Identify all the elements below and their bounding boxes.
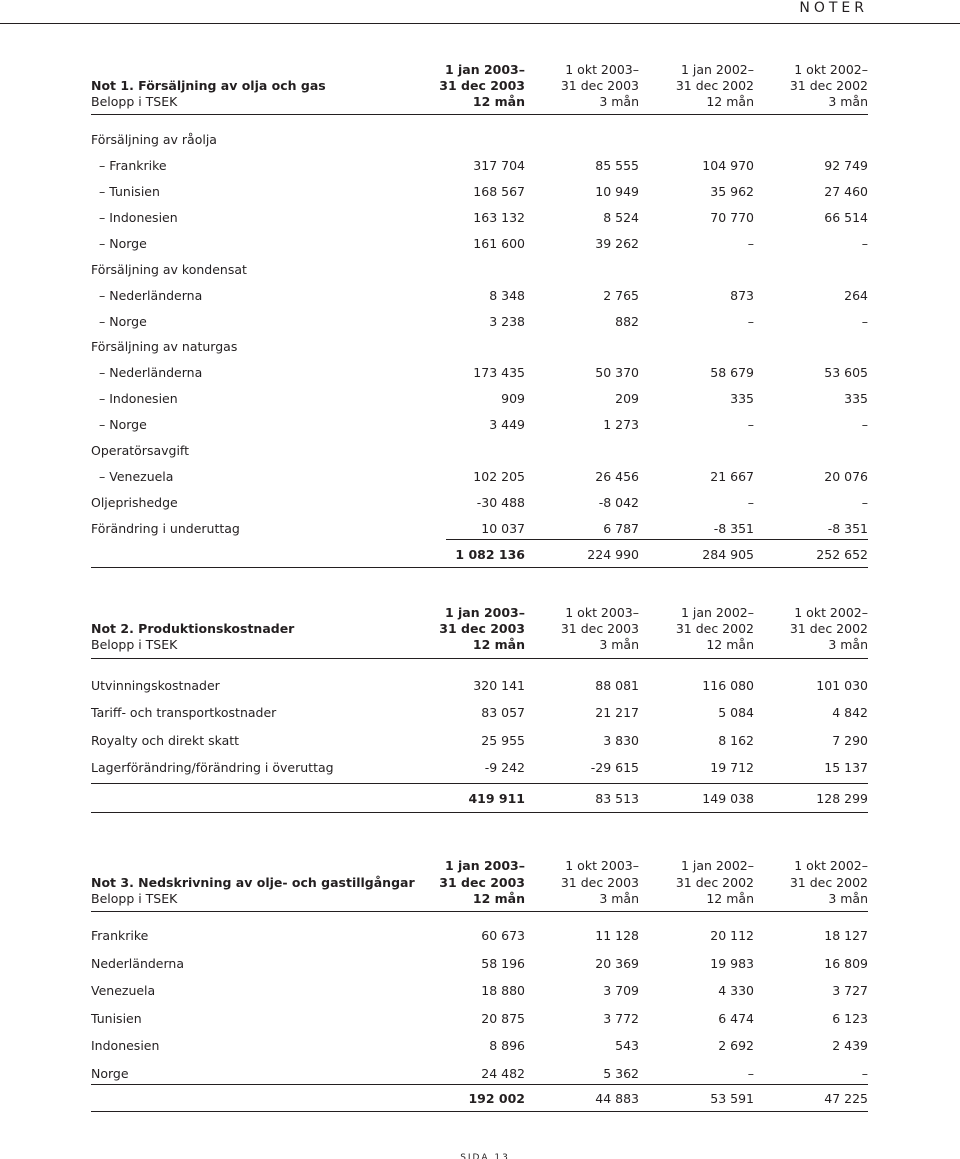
cell: 8 896 bbox=[489, 1038, 525, 1053]
row-label: – Nederländerna bbox=[99, 365, 203, 380]
cell: 58 196 bbox=[481, 956, 525, 971]
table-row bbox=[91, 1037, 868, 1054]
row-label: Operatörsavgift bbox=[91, 443, 190, 458]
note-subtitle: Belopp i TSEK bbox=[91, 891, 178, 906]
cell: 161 600 bbox=[473, 236, 525, 251]
cell: 2 692 bbox=[718, 1038, 754, 1053]
cell: 116 080 bbox=[702, 678, 754, 693]
cell: 88 081 bbox=[595, 678, 639, 693]
row-label: Frankrike bbox=[91, 928, 149, 943]
row-label: Försäljning av naturgas bbox=[91, 339, 238, 354]
category-heading bbox=[91, 442, 868, 459]
row-label: – Indonesien bbox=[99, 391, 178, 406]
total-rule bbox=[91, 783, 868, 784]
col4-duration: 3 mån bbox=[828, 94, 868, 109]
col1-period-end: 31 dec 2003 bbox=[439, 621, 525, 636]
cell: 27 460 bbox=[824, 184, 868, 199]
cell: 18 880 bbox=[481, 983, 525, 998]
total-row bbox=[91, 546, 868, 563]
total-cell: 419 911 bbox=[468, 791, 525, 806]
col1-period-start: 1 jan 2003– bbox=[444, 605, 525, 620]
table-row bbox=[91, 1065, 868, 1082]
col4-period-end: 31 dec 2002 bbox=[789, 621, 868, 636]
cell: 6 474 bbox=[718, 1011, 754, 1026]
cell: 6 123 bbox=[832, 1011, 868, 1026]
cell: -30 488 bbox=[476, 495, 525, 510]
cell: 882 bbox=[615, 314, 639, 329]
row-label: Försäljning av råolja bbox=[91, 132, 217, 147]
cell: 10 949 bbox=[595, 184, 639, 199]
cell: 21 217 bbox=[595, 705, 639, 720]
col4-duration: 3 mån bbox=[828, 637, 868, 652]
row-label: – Norge bbox=[99, 417, 147, 432]
column-header-line-2 bbox=[91, 874, 868, 891]
cell: 39 262 bbox=[595, 236, 639, 251]
total-cell: 192 002 bbox=[468, 1091, 525, 1106]
cell: – bbox=[747, 495, 754, 510]
col1-duration: 12 mån bbox=[472, 637, 525, 652]
col2-duration: 3 mån bbox=[599, 637, 639, 652]
cell: 104 970 bbox=[702, 158, 754, 173]
cell: 3 830 bbox=[603, 733, 639, 748]
cell: – bbox=[861, 1066, 868, 1081]
col1-duration: 12 mån bbox=[472, 94, 525, 109]
col4-period-end: 31 dec 2002 bbox=[789, 875, 868, 890]
cell: 15 137 bbox=[824, 760, 868, 775]
cell: – bbox=[747, 1066, 754, 1081]
cell: 83 057 bbox=[481, 705, 525, 720]
cell: 58 679 bbox=[710, 365, 754, 380]
total-cell: 53 591 bbox=[710, 1091, 754, 1106]
row-label: – Norge bbox=[99, 236, 147, 251]
cell: 24 482 bbox=[481, 1066, 525, 1081]
col2-period-start: 1 okt 2003– bbox=[565, 858, 639, 873]
col4-period-start: 1 okt 2002– bbox=[794, 605, 868, 620]
table-row bbox=[91, 982, 868, 999]
cell: 20 369 bbox=[595, 956, 639, 971]
row-label: Tunisien bbox=[91, 1011, 142, 1026]
cell: 4 842 bbox=[832, 705, 868, 720]
total-cell: 44 883 bbox=[595, 1091, 639, 1106]
cell: 3 727 bbox=[832, 983, 868, 998]
cell: 3 449 bbox=[489, 417, 525, 432]
total-cell: 83 513 bbox=[595, 791, 639, 806]
cell: 18 127 bbox=[824, 928, 868, 943]
table-row bbox=[91, 955, 868, 972]
row-label: Norge bbox=[91, 1066, 129, 1081]
cell: -29 615 bbox=[590, 760, 639, 775]
cell: 909 bbox=[501, 391, 525, 406]
cell: 16 809 bbox=[824, 956, 868, 971]
cell: 25 955 bbox=[481, 733, 525, 748]
col2-period-end: 31 dec 2003 bbox=[560, 621, 639, 636]
col3-period-start: 1 jan 2002– bbox=[680, 858, 754, 873]
table-row bbox=[91, 494, 868, 511]
column-header-line-3 bbox=[91, 890, 868, 907]
cell: -8 351 bbox=[713, 521, 754, 536]
cell: 8 348 bbox=[489, 288, 525, 303]
cell: 26 456 bbox=[595, 469, 639, 484]
bottom-rule bbox=[91, 812, 868, 813]
row-label: – Frankrike bbox=[99, 158, 167, 173]
page-number: SIDA 13 bbox=[460, 1153, 510, 1159]
cell: – bbox=[861, 314, 868, 329]
col2-duration: 3 mån bbox=[599, 94, 639, 109]
cell: 19 712 bbox=[710, 760, 754, 775]
bottom-rule bbox=[91, 567, 868, 568]
total-cell: 252 652 bbox=[816, 547, 868, 562]
row-label: Royalty och direkt skatt bbox=[91, 733, 240, 748]
col3-period-start: 1 jan 2002– bbox=[680, 605, 754, 620]
col2-period-end: 31 dec 2003 bbox=[560, 875, 639, 890]
row-label: – Nederländerna bbox=[99, 288, 203, 303]
cell: 2 765 bbox=[603, 288, 639, 303]
section-label: NOTER bbox=[799, 0, 868, 16]
cell: 264 bbox=[844, 288, 868, 303]
header-divider bbox=[91, 658, 868, 659]
note-title: Not 2. Produktionskostnader bbox=[91, 621, 295, 636]
table-row bbox=[91, 364, 868, 381]
col1-duration: 12 mån bbox=[472, 891, 525, 906]
cell: 1 273 bbox=[603, 417, 639, 432]
cell: 543 bbox=[615, 1038, 639, 1053]
cell: 320 141 bbox=[473, 678, 525, 693]
cell: – bbox=[747, 314, 754, 329]
total-rule bbox=[91, 1084, 868, 1085]
col4-duration: 3 mån bbox=[828, 891, 868, 906]
row-label: Venezuela bbox=[91, 983, 156, 998]
cell: 173 435 bbox=[473, 365, 525, 380]
row-label: Nederländerna bbox=[91, 956, 184, 971]
table-row bbox=[91, 927, 868, 944]
cell: 3 709 bbox=[603, 983, 639, 998]
cell: – bbox=[747, 417, 754, 432]
cell: 209 bbox=[615, 391, 639, 406]
cell: 6 787 bbox=[603, 521, 639, 536]
column-header-line-1 bbox=[91, 604, 868, 621]
column-header-line-2 bbox=[91, 77, 868, 94]
col4-period-end: 31 dec 2002 bbox=[789, 78, 868, 93]
cell: – bbox=[861, 495, 868, 510]
cell: 5 362 bbox=[603, 1066, 639, 1081]
total-cell: 149 038 bbox=[702, 791, 754, 806]
row-label: Förändring i underuttag bbox=[91, 521, 240, 536]
table-row bbox=[91, 759, 868, 776]
total-cell: 128 299 bbox=[816, 791, 868, 806]
col3-period-end: 31 dec 2002 bbox=[675, 78, 754, 93]
cell: 92 749 bbox=[824, 158, 868, 173]
cell: 10 037 bbox=[481, 521, 525, 536]
table-row bbox=[91, 520, 868, 537]
total-cell: 47 225 bbox=[824, 1091, 868, 1106]
table-row bbox=[91, 157, 868, 174]
category-heading bbox=[91, 261, 868, 278]
cell: -9 242 bbox=[484, 760, 525, 775]
table-row bbox=[91, 209, 868, 226]
row-label: – Tunisien bbox=[99, 184, 160, 199]
cell: 20 112 bbox=[710, 928, 754, 943]
table-row bbox=[91, 732, 868, 749]
cell: – bbox=[747, 236, 754, 251]
table-row bbox=[91, 677, 868, 694]
column-header-line-2 bbox=[91, 620, 868, 637]
col2-duration: 3 mån bbox=[599, 891, 639, 906]
cell: 317 704 bbox=[473, 158, 525, 173]
table-row bbox=[91, 704, 868, 721]
cell: 163 132 bbox=[473, 210, 525, 225]
note-subtitle: Belopp i TSEK bbox=[91, 637, 178, 652]
cell: 335 bbox=[730, 391, 754, 406]
cell: 335 bbox=[844, 391, 868, 406]
cell: -8 351 bbox=[827, 521, 868, 536]
cell: 8 162 bbox=[718, 733, 754, 748]
col3-period-end: 31 dec 2002 bbox=[675, 621, 754, 636]
cell: 53 605 bbox=[824, 365, 868, 380]
cell: 101 030 bbox=[816, 678, 868, 693]
row-label: Tariff- och transportkostnader bbox=[91, 705, 277, 720]
table-row bbox=[91, 287, 868, 304]
total-row bbox=[91, 1090, 868, 1107]
header-rule bbox=[0, 23, 960, 24]
row-label: – Indonesien bbox=[99, 210, 178, 225]
col4-period-start: 1 okt 2002– bbox=[794, 62, 868, 77]
table-row bbox=[91, 235, 868, 252]
cell: – bbox=[861, 236, 868, 251]
page-header bbox=[0, 0, 960, 30]
table-row bbox=[91, 1010, 868, 1027]
cell: 60 673 bbox=[481, 928, 525, 943]
table-row bbox=[91, 468, 868, 485]
cell: 35 962 bbox=[710, 184, 754, 199]
cell: 70 770 bbox=[710, 210, 754, 225]
row-label: Lagerförändring/förändring i överuttag bbox=[91, 760, 334, 775]
col3-period-end: 31 dec 2002 bbox=[675, 875, 754, 890]
cell: 168 567 bbox=[473, 184, 525, 199]
col1-period-start: 1 jan 2003– bbox=[444, 858, 525, 873]
cell: -8 042 bbox=[598, 495, 639, 510]
col1-period-end: 31 dec 2003 bbox=[439, 875, 525, 890]
total-cell: 224 990 bbox=[587, 547, 639, 562]
cell: 7 290 bbox=[832, 733, 868, 748]
col4-period-start: 1 okt 2002– bbox=[794, 858, 868, 873]
column-header-line-1 bbox=[91, 857, 868, 874]
total-rule bbox=[446, 539, 868, 540]
note-title: Not 1. Försäljning av olja och gas bbox=[91, 78, 326, 93]
table-row bbox=[91, 416, 868, 433]
cell: 102 205 bbox=[473, 469, 525, 484]
cell: 11 128 bbox=[595, 928, 639, 943]
row-label: Oljeprishedge bbox=[91, 495, 178, 510]
row-label: Indonesien bbox=[91, 1038, 160, 1053]
cell: 50 370 bbox=[595, 365, 639, 380]
cell: 2 439 bbox=[832, 1038, 868, 1053]
page-footer bbox=[0, 1148, 960, 1159]
cell: – bbox=[861, 417, 868, 432]
col1-period-end: 31 dec 2003 bbox=[439, 78, 525, 93]
table-row bbox=[91, 183, 868, 200]
total-cell: 1 082 136 bbox=[455, 547, 525, 562]
cell: 19 983 bbox=[710, 956, 754, 971]
header-divider bbox=[91, 911, 868, 912]
header-divider bbox=[91, 114, 868, 115]
cell: 4 330 bbox=[718, 983, 754, 998]
total-row bbox=[91, 790, 868, 807]
row-label: – Norge bbox=[99, 314, 147, 329]
cell: 3 772 bbox=[603, 1011, 639, 1026]
table-row bbox=[91, 313, 868, 330]
col2-period-end: 31 dec 2003 bbox=[560, 78, 639, 93]
col3-period-start: 1 jan 2002– bbox=[680, 62, 754, 77]
cell: 85 555 bbox=[595, 158, 639, 173]
column-header-line-3 bbox=[91, 636, 868, 653]
cell: 66 514 bbox=[824, 210, 868, 225]
cell: 21 667 bbox=[710, 469, 754, 484]
cell: 20 875 bbox=[481, 1011, 525, 1026]
cell: 20 076 bbox=[824, 469, 868, 484]
column-header-line-3 bbox=[91, 93, 868, 110]
table-row bbox=[91, 390, 868, 407]
category-heading bbox=[91, 338, 868, 355]
total-cell: 284 905 bbox=[702, 547, 754, 562]
col2-period-start: 1 okt 2003– bbox=[565, 62, 639, 77]
column-header-line-1 bbox=[91, 61, 868, 78]
cell: 873 bbox=[730, 288, 754, 303]
cell: 3 238 bbox=[489, 314, 525, 329]
col3-duration: 12 mån bbox=[706, 94, 754, 109]
col3-duration: 12 mån bbox=[706, 891, 754, 906]
bottom-rule bbox=[91, 1111, 868, 1112]
cell: 5 084 bbox=[718, 705, 754, 720]
row-label: – Venezuela bbox=[99, 469, 174, 484]
row-label: Försäljning av kondensat bbox=[91, 262, 247, 277]
note-title: Not 3. Nedskrivning av olje- och gastillgångar bbox=[91, 875, 415, 890]
note-subtitle: Belopp i TSEK bbox=[91, 94, 178, 109]
category-heading bbox=[91, 131, 868, 148]
row-label: Utvinningskostnader bbox=[91, 678, 220, 693]
col3-duration: 12 mån bbox=[706, 637, 754, 652]
cell: 8 524 bbox=[603, 210, 639, 225]
col2-period-start: 1 okt 2003– bbox=[565, 605, 639, 620]
col1-period-start: 1 jan 2003– bbox=[444, 62, 525, 77]
